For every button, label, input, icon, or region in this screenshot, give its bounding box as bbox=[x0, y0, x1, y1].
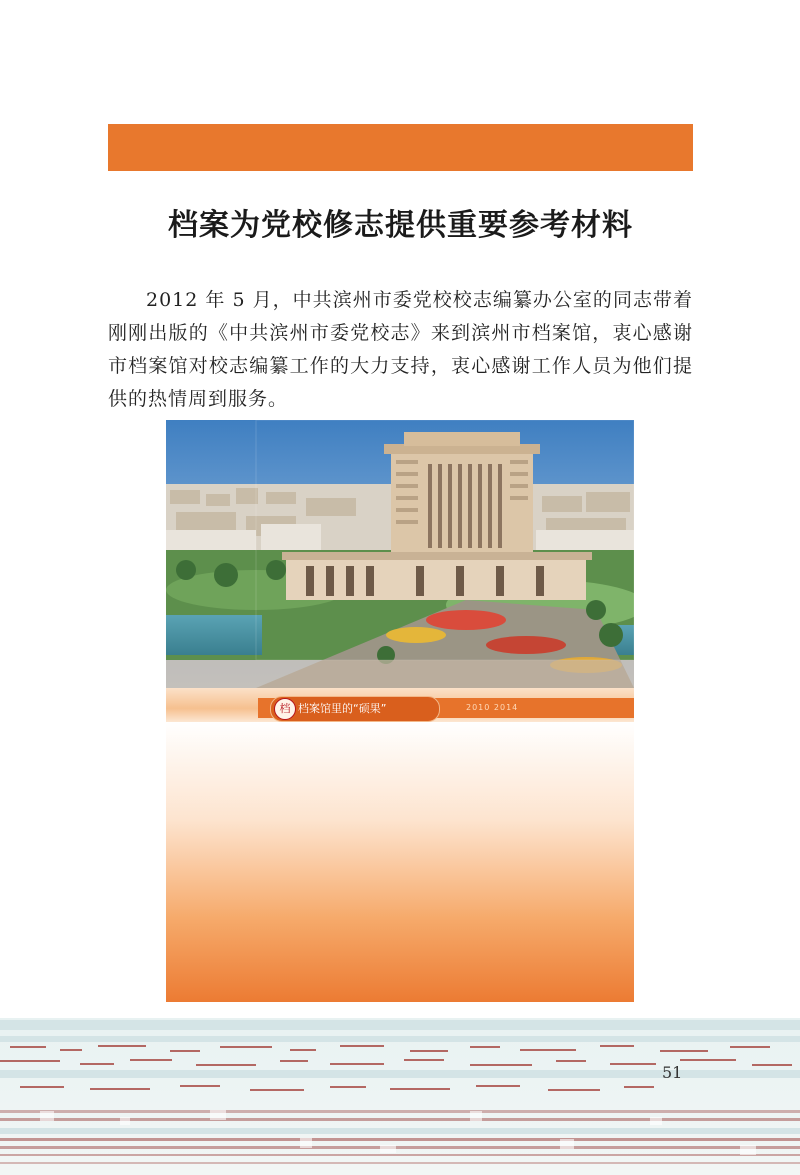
bottom-decorative-texture bbox=[0, 1018, 800, 1175]
header-accent-bar bbox=[108, 124, 693, 171]
orange-gradient-panel bbox=[166, 722, 634, 1002]
page-number: 51 bbox=[662, 1063, 683, 1082]
archive-building-photo bbox=[166, 420, 634, 688]
archive-logo-icon: 档 bbox=[274, 698, 296, 720]
photo-caption: 档案馆里的“硕果” bbox=[298, 702, 387, 715]
caption-years: 2010 2014 bbox=[466, 703, 519, 712]
article-title: 档案为党校修志提供重要参考材料 bbox=[168, 208, 633, 243]
article-paragraph: 2012 年 5 月，中共滨州市委党校校志编纂办公室的同志带着刚刚出版的《中共滨州市委党校志》来到滨州市档案馆，衷心感谢市档案馆对校志编纂工作的大力支持，衷心感谢工作人员为他们提供的热情周到服务。 bbox=[108, 289, 693, 410]
photo-figure bbox=[166, 420, 634, 1002]
